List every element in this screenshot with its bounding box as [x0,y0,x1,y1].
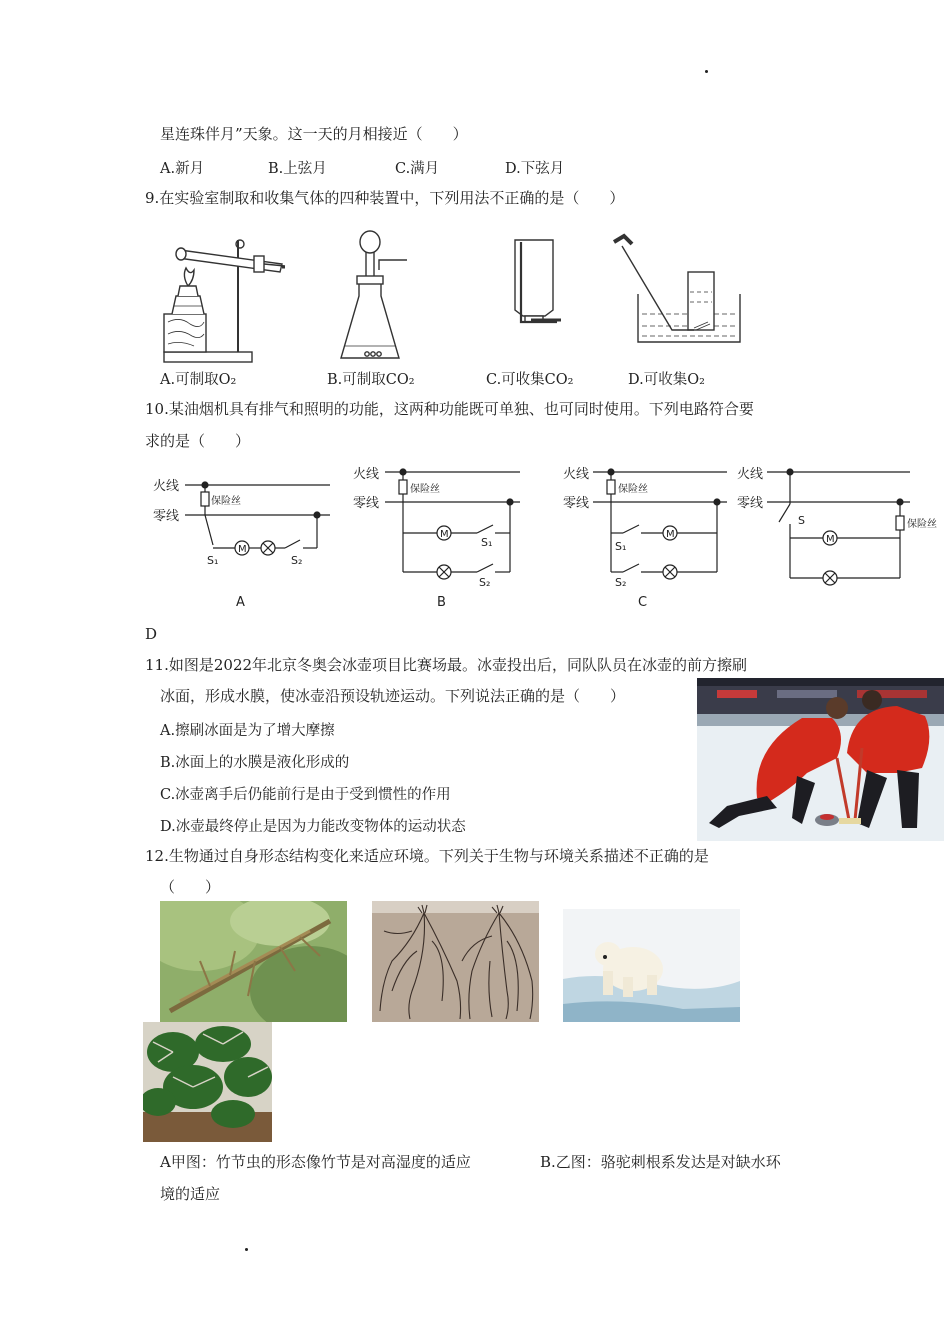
q12-option-b-cont: 境的适应 [160,1185,221,1203]
q12-stem-line1: 12.生物通过自身形态结构变化来适应环境。下列关于生物与环境关系描述不正确的是 [145,847,709,865]
circuit-c-s2-label: S₂ [615,576,627,589]
q9-apparatus-figure [150,230,760,370]
q11-stem-line1: 11.如图是2022年北京冬奥会冰壶项目比赛场最。冰壶投出后，同队队员在冰壶的前方擦刷 [145,656,748,674]
q11-option-b: B.冰面上的水膜是液化形成的 [160,755,350,771]
q9-option-c: C.可收集CO₂ [486,372,574,388]
monstera-plant-photo [143,1022,272,1142]
circuit-c-s1-label: S₁ [615,540,627,553]
circuit-b-fuse-label: 保险丝 [410,484,440,495]
circuit-a-motor-label: M [238,544,247,555]
circuit-a-s1-label: S₁ [207,554,219,567]
q8-option-b: B.上弦月 [268,161,327,177]
stick-insect-photo [160,901,347,1022]
q11-option-d: D.冰壶最终停止是因为力能改变物体的运动状态 [160,819,466,835]
circuit-c-motor-label: M [666,529,675,540]
circuit-b-neutral-label: 零线 [353,496,380,511]
q12-option-b: B.乙图：骆驼刺根系发达是对缺水环 [540,1153,781,1171]
circuit-b-motor-label: M [440,529,449,540]
circuit-c-label: C [638,595,648,610]
q10-stem-line1: 10.某油烟机具有排气和照明的功能，这两种功能既可单独、也可同时使用。下列电路符合要 [145,400,754,418]
q12-stem-line2: （ ） [160,878,221,896]
circuit-d-switch-label: S [798,514,805,527]
q8-stem: 星连珠伴月”天象。这一天的月相接近（ ） [160,125,468,143]
circuit-a [185,482,330,555]
circuit-a-fuse-label: 保险丝 [211,496,241,507]
circuit-b [385,469,520,579]
q8-option-a: A.新月 [160,161,205,177]
apparatus-d [614,236,740,342]
q9-stem: 9.在实验室制取和收集气体的四种装置中，下列用法不正确的是（ ） [145,189,625,207]
q10-circuits-figure [145,460,945,620]
circuit-c-live-label: 火线 [563,467,590,482]
camel-thorn-roots-photo [372,901,539,1022]
q9-option-b: B.可制取CO₂ [327,372,415,388]
apparatus-a [164,240,285,362]
circuit-b-label: B [437,595,446,610]
q8-option-d: D.下弦月 [505,161,565,177]
apparatus-c [515,240,561,322]
circuit-d-live-label: 火线 [737,467,764,482]
circuit-a-s2-label: S₂ [291,554,303,567]
circuit-d [767,469,910,585]
page-dot-top [705,70,708,73]
circuit-b-s2-label: S₂ [479,576,491,589]
q9-option-d: D.可收集O₂ [628,372,705,388]
circuit-c [593,469,727,579]
curling-photo [697,678,944,841]
circuit-c-fuse-label: 保险丝 [618,484,648,495]
q11-option-a: A.擦刷冰面是为了增大摩擦 [160,723,335,739]
circuit-d-motor-label: M [826,534,835,545]
circuit-a-live-label: 火线 [153,479,180,494]
q9-option-a: A.可制取O₂ [160,372,237,388]
circuit-b-live-label: 火线 [353,467,380,482]
q11-stem-line2: 冰面，形成水膜，使冰壶沿预设轨迹运动。下列说法正确的是（ ） [160,687,626,705]
q8-option-c: C.满月 [395,161,440,177]
q10-stem-line2: 求的是（ ） [145,432,251,450]
circuit-d-label: D [145,625,158,643]
circuit-c-neutral-label: 零线 [563,496,590,511]
apparatus-b [341,231,407,358]
circuit-d-fuse-label: 保险丝 [907,519,937,530]
circuit-b-s1-label: S₁ [481,536,493,549]
circuit-a-neutral-label: 零线 [153,509,180,524]
page-dot-bottom [245,1248,248,1251]
circuit-d-neutral-label: 零线 [737,496,764,511]
q12-option-a: A甲图：竹节虫的形态像竹节是对高湿度的适应 [160,1153,471,1171]
polar-bear-photo [563,909,740,1022]
circuit-a-label: A [236,595,245,610]
q11-option-c: C.冰壶离手后仍能前行是由于受到惯性的作用 [160,787,451,803]
